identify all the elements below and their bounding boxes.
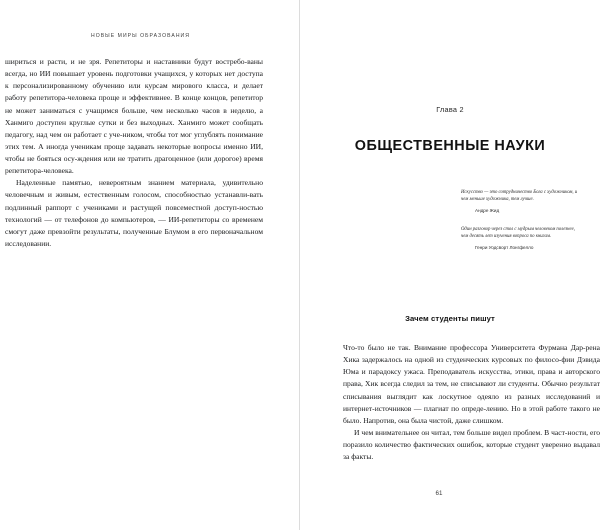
chapter-number: Глава 2 bbox=[436, 105, 464, 114]
paragraph: И чем внимательнее он читал, тем больше видел проблем. В част-ности, его поразило количество фактических ошибок, которые студент уверенно выдавал за факты. bbox=[343, 427, 600, 462]
page-number: 61 bbox=[435, 490, 443, 497]
epigraph-author: Андре Жид bbox=[475, 208, 500, 213]
chapter-title: ОБЩЕСТВЕННЫЕ НАУКИ bbox=[354, 137, 546, 154]
right-page-body bbox=[343, 342, 600, 463]
epigraph-text: Искусство — это сотрудничество Бога с художником, и чем меньше художника, тем лучше. bbox=[461, 190, 578, 203]
left-page-body bbox=[5, 56, 263, 250]
epigraph-text: Один разговор через стол с мудрым человеком полезнее, чем десять лет изучения вопроса по книгам. bbox=[461, 226, 575, 239]
running-header-left: НОВЫЕ МИРЫ ОБРАЗОВАНИЯ bbox=[90, 33, 190, 39]
epigraph bbox=[461, 226, 578, 252]
paragraph: Наделенные памятью, невероятным знанием материала, удивительно человечным и живым, естественным голосом, способностью устанавли-вать подлинный раппорт с учениками и растущей повсеместной доступ-ностью технологий — от телефонов до компьютеров, — ИИ-репетиторы со временем смогут даже превзойти результаты, полученные Блумом в его первоначальном исследовании. bbox=[5, 178, 263, 248]
epigraph-block bbox=[461, 189, 578, 262]
epigraph bbox=[461, 189, 578, 215]
epigraph-author: Генри Уодсворт Лонгфелло bbox=[475, 244, 534, 250]
right-page bbox=[300, 0, 600, 530]
paragraph: шириться и расти, и не зря. Репетиторы и наставники будут востребо-ваны всегда, но ИИ повышает уровень подготовки учащихся, у которых нет доступа к персонализированному обучению или курсам мирового класса, и делает работу репетитора-человека проще и эффективнее. В конце концов, репетитор не может заниматься с учащимся больше, чем несколько часов в неделю, а Ханмиго доступен круглые сутки и без выходных. Ханмиго может сообщать педагогу, над чем он работает с уче-ником, чтобы тот мог углублять понимание этих тем. А иногда ученикам проще задавать некоторые вопросы именно ИИ, чтобы не бояться осу-ждения или не тратить драгоценное (или дорогое) время репетитора-человека. bbox=[5, 57, 263, 176]
paragraph: Что-то было не так. Внимание профессора Университета Фурмана Дар-рена Хика задержалось на одной из студенческих курсовых по филосо-фии Дэвида Юма и парадоксу ужаса. Преподаватель искусства, этики, права и авторского права, Хик всегда следил за тем, не списывают ли студенты. Обычно результат списывания выглядит как лоскутное одеяло из разных исследований и интернет-источников — плагиат по опреде-лению. Но в этой работе такого не было. Напротив, она была чистой, даже слишком. bbox=[343, 343, 600, 425]
left-page bbox=[0, 0, 299, 530]
section-heading: Зачем студенты пишут bbox=[405, 314, 495, 324]
